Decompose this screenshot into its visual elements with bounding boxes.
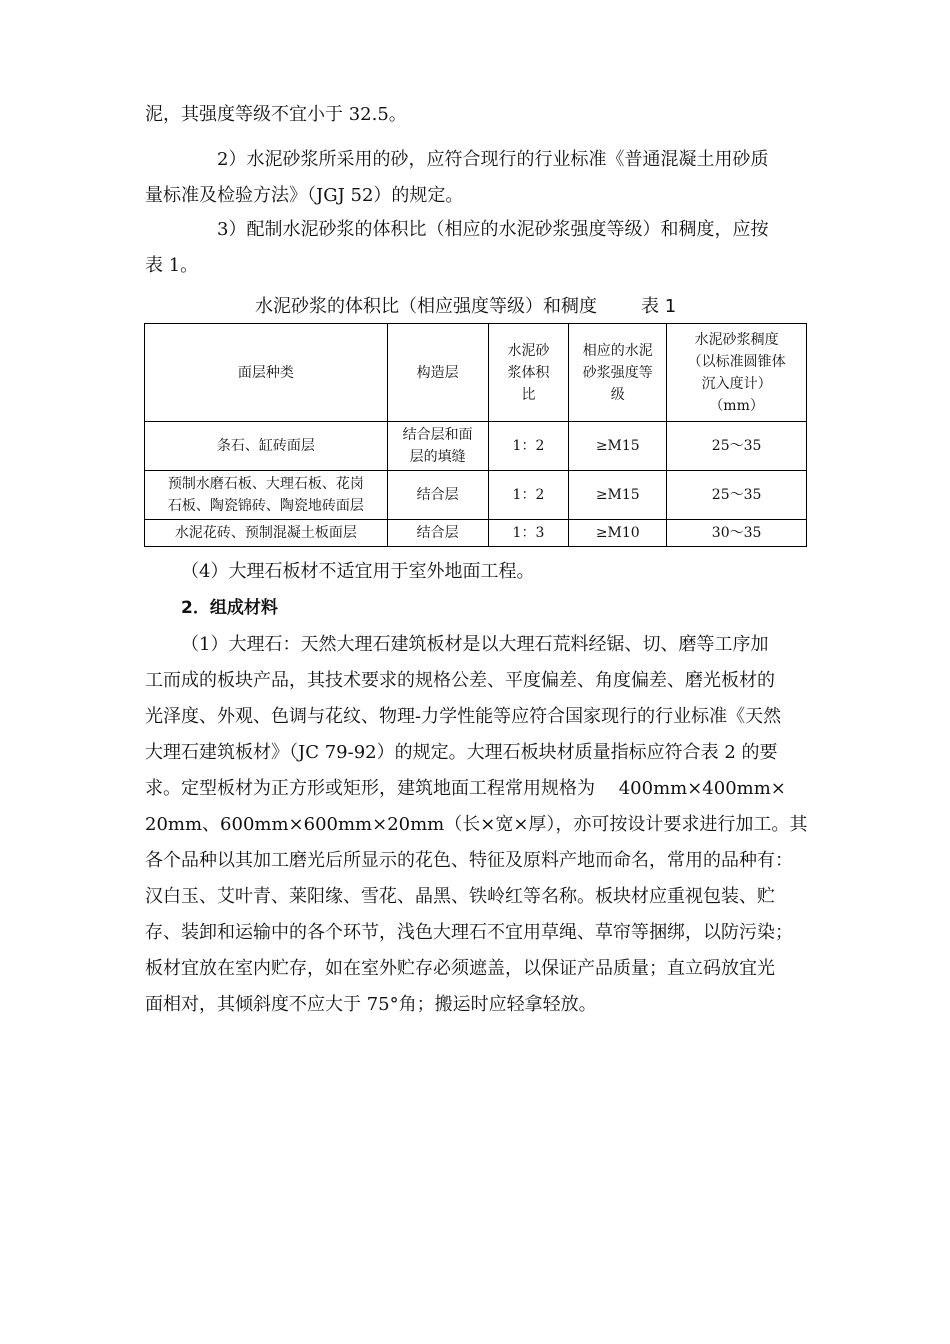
text-line: （1）大理石：天然大理石建筑板材是以大理石荒料经锯、切、磨等工序加 bbox=[181, 634, 769, 655]
cell-grade: ≥M15 bbox=[569, 422, 667, 471]
table-row bbox=[145, 422, 807, 471]
header-layer: 构造层 bbox=[387, 324, 488, 422]
text-line: 存、装卸和运输中的各个环节，浅色大理石不宜用草绳、草帘等捆绑，以防污染； bbox=[145, 922, 793, 943]
paragraph-marble-description bbox=[145, 627, 810, 1023]
table-header-row bbox=[145, 324, 807, 422]
text-line: 板材宜放在室内贮存，如在室外贮存必须遮盖，以保证产品质量；直立码放宜光 bbox=[145, 958, 775, 979]
table-row bbox=[145, 471, 807, 520]
text-line: 2）水泥砂浆所采用的砂，应符合现行的行业标准《普通混凝土用砂质 bbox=[217, 149, 769, 170]
cell-surface-type: 水泥花砖、预制混凝土板面层 bbox=[145, 520, 388, 547]
header-strength-grade: 相应的水泥 砂浆强度等 级 bbox=[569, 324, 667, 422]
cell-ratio: 1：3 bbox=[488, 520, 569, 547]
cell-layer: 结合层和面 层的填缝 bbox=[387, 422, 488, 471]
table-number: 表 1 bbox=[641, 296, 677, 317]
table-caption-title: 水泥砂浆的体积比（相应强度等级）和稠度 bbox=[255, 296, 597, 317]
text-line: 量标准及检验方法》（JGJ 52）的规定。 bbox=[145, 185, 464, 206]
mortar-ratio-table bbox=[144, 323, 807, 547]
text-line: 求。定型板材为正方形或矩形，建筑地面工程常用规格为 400mm×400mm× bbox=[145, 778, 786, 799]
table-caption bbox=[255, 292, 676, 318]
text-line: 3）配制水泥砂浆的体积比（相应的水泥砂浆强度等级）和稠度，应按 bbox=[217, 219, 769, 240]
header-consistency: 水泥砂浆稠度 （以标准圆锥体 沉入度计） （mm） bbox=[667, 324, 807, 422]
cell-consistency: 25～35 bbox=[667, 471, 807, 520]
paragraph-marble-outdoor bbox=[145, 554, 810, 590]
paragraph-cement-grade bbox=[145, 97, 810, 133]
header-surface-type: 面层种类 bbox=[145, 324, 388, 422]
cell-consistency: 25～35 bbox=[667, 422, 807, 471]
heading-text: 2．组成材料 bbox=[181, 598, 278, 618]
header-volume-ratio: 水泥砂 浆体积 比 bbox=[488, 324, 569, 422]
text-line: 汉白玉、艾叶青、莱阳缘、雪花、晶黑、铁岭红等名称。板块材应重视包装、贮 bbox=[145, 886, 775, 907]
paragraph-sand-requirement bbox=[145, 142, 810, 214]
cell-ratio: 1：2 bbox=[488, 422, 569, 471]
paragraph-mix-ratio bbox=[145, 212, 810, 284]
cell-grade: ≥M15 bbox=[569, 471, 667, 520]
cell-surface-type: 预制水磨石板、大理石板、花岗 石板、陶瓷锦砖、陶瓷地砖面层 bbox=[145, 471, 388, 520]
text-line: 大理石建筑板材》（JC 79-92）的规定。大理石板块材质量指标应符合表 2 的要 bbox=[145, 742, 778, 763]
text-line: 表 1。 bbox=[145, 255, 199, 276]
table-row bbox=[145, 520, 807, 547]
text-line: （4）大理石板材不适宜用于室外地面工程。 bbox=[181, 561, 535, 582]
cell-consistency: 30～35 bbox=[667, 520, 807, 547]
cell-layer: 结合层 bbox=[387, 471, 488, 520]
text-line: 20mm、600mm×600mm×20mm（长×宽×厚），亦可按设计要求进行加工。其 bbox=[145, 814, 808, 835]
text-line: 泥，其强度等级不宜小于 32.5。 bbox=[145, 104, 407, 125]
cell-grade: ≥M10 bbox=[569, 520, 667, 547]
text-line: 各个品种以其加工磨光后所显示的花色、特征及原料产地而命名，常用的品种有： bbox=[145, 850, 793, 871]
text-line: 面相对，其倾斜度不应大于 75°角；搬运时应轻拿轻放。 bbox=[145, 994, 597, 1015]
cell-surface-type: 条石、缸砖面层 bbox=[145, 422, 388, 471]
section-heading bbox=[145, 590, 810, 626]
text-line: 光泽度、外观、色调与花纹、物理-力学性能等应符合国家现行的行业标准《天然 bbox=[145, 706, 782, 727]
cell-ratio: 1：2 bbox=[488, 471, 569, 520]
cell-layer: 结合层 bbox=[387, 520, 488, 547]
text-line: 工而成的板块产品，其技术要求的规格公差、平度偏差、角度偏差、磨光板材的 bbox=[145, 670, 775, 691]
